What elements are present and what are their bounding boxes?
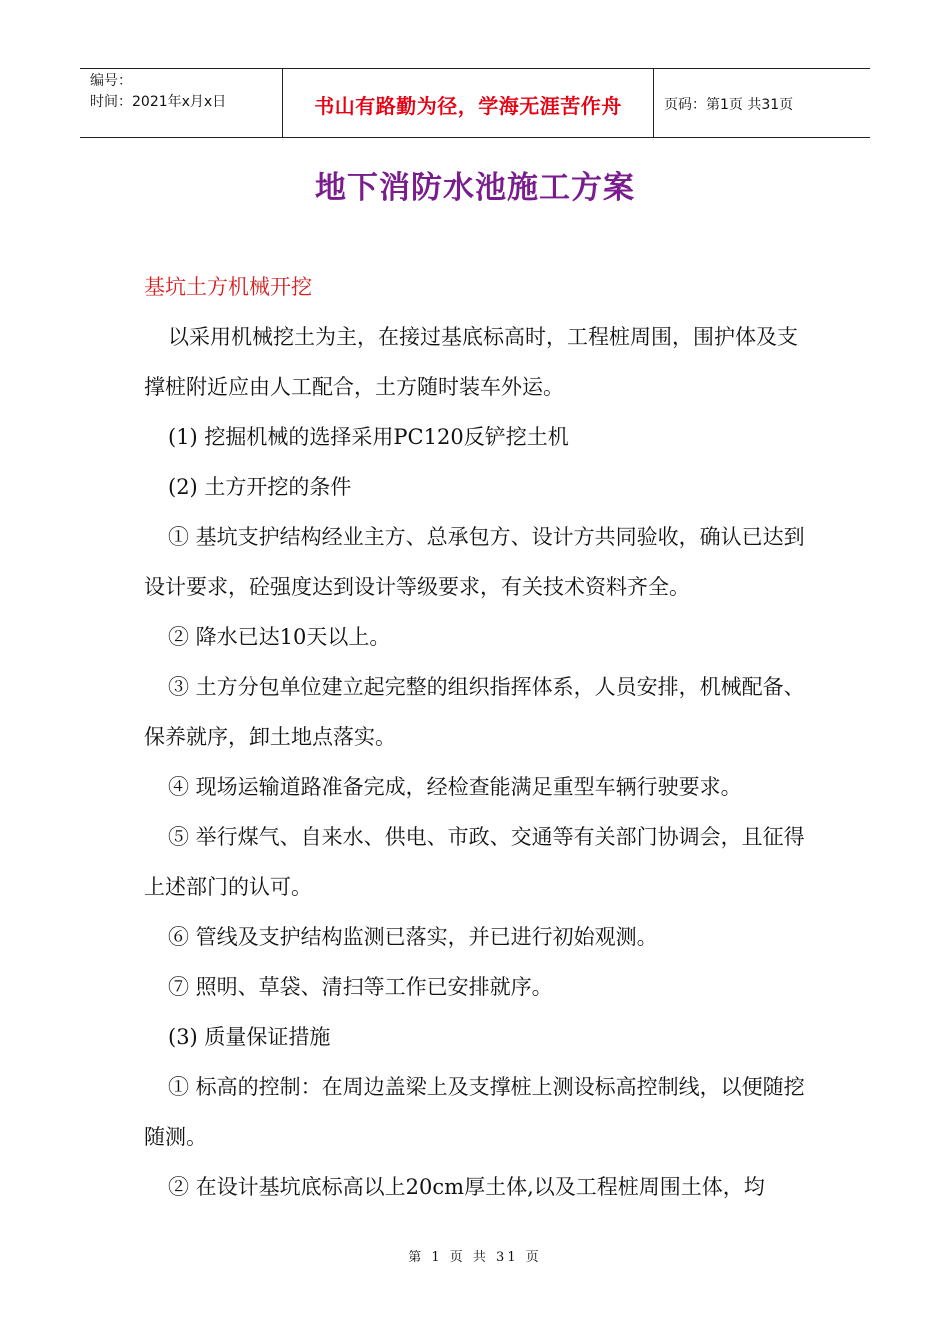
paragraph: ④ 现场运输道路准备完成，经检查能满足重型车辆行驶要求。 (168, 775, 742, 799)
header-page-cell (654, 69, 870, 137)
paragraph: ② 在设计基坑底标高以上20cm厚土体,以及工程桩周围土体，均 (168, 1175, 765, 1199)
paragraph: ① 标高的控制：在周边盖梁上及支撑桩上测设标高控制线，以便随挖随测。 (144, 1075, 805, 1149)
paragraph: ⑦ 照明、草袋、清扫等工作已安排就序。 (168, 975, 553, 999)
paragraph: 以采用机械挖土为主，在接过基底标高时，工程桩周围，围护体及支撑桩附近应由人工配合，土方随时装车外运。 (144, 325, 798, 399)
header-table (80, 68, 870, 138)
paragraph: ③ 土方分包单位建立起完整的组织指挥体系，人员安排，机械配备、保养就序，卸土地点落实。 (144, 675, 805, 749)
paragraph: (2) 土方开挖的条件 (168, 475, 352, 499)
paragraph: (1) 挖掘机械的选择采用PC120反铲挖土机 (168, 425, 569, 449)
document-number-label: 编号： (90, 73, 132, 89)
document-date-label: 时间：2021年x月x日 (90, 94, 227, 110)
header-meta-cell (80, 69, 282, 137)
paragraph: (3) 质量保证措施 (168, 1025, 331, 1049)
document-title: 地下消防水池施工方案 (315, 170, 635, 206)
header-motto: 书山有路勤为径，学海无涯苦作舟 (314, 93, 622, 118)
header-page-label: 页码：第1页 共31页 (664, 97, 794, 113)
paragraph: ② 降水已达10天以上。 (168, 625, 391, 649)
section-heading: 基坑土方机械开挖 (144, 275, 312, 299)
document-body (144, 262, 810, 1212)
header-motto-cell (282, 69, 654, 137)
paragraph: ⑤ 举行煤气、自来水、供电、市政、交通等有关部门协调会，且征得上述部门的认可。 (144, 825, 805, 899)
paragraph: ⑥ 管线及支护结构监测已落实，并已进行初始观测。 (168, 925, 658, 949)
paragraph: ① 基坑支护结构经业主方、总承包方、设计方共同验收，确认已达到设计要求，砼强度达到设计等级要求，有关技术资料齐全。 (144, 525, 805, 599)
page-footer: 第 1 页 共 31 页 (408, 1250, 542, 1265)
